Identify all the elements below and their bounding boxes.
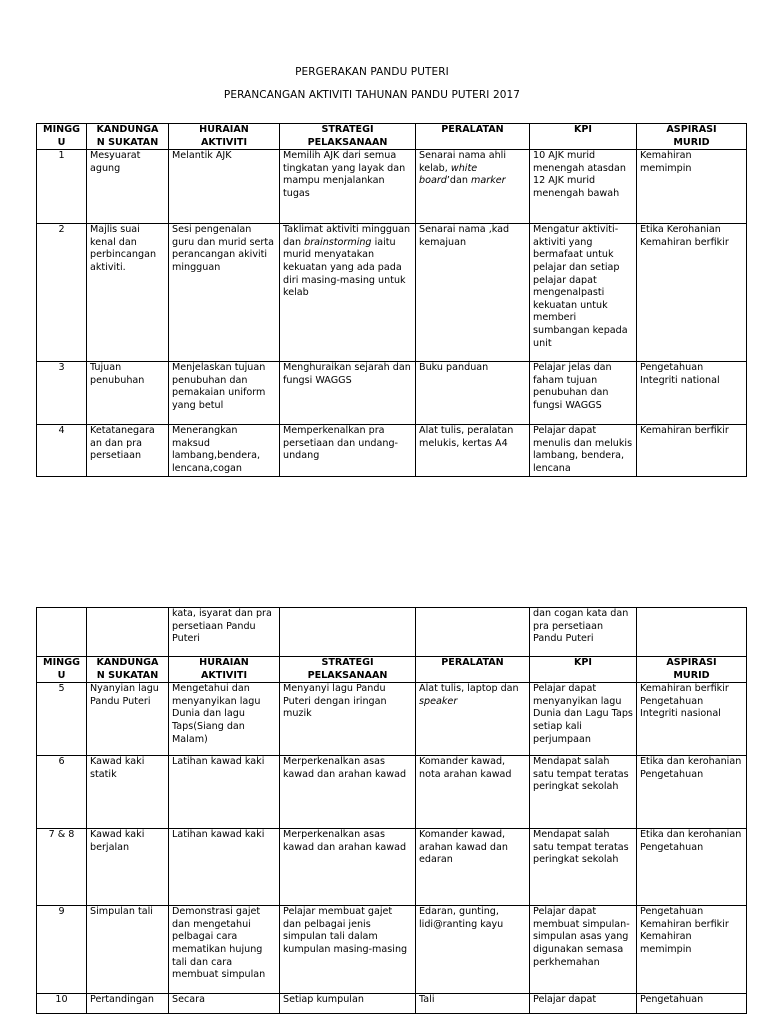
cell-strategi: Setiap kumpulan (280, 994, 416, 1014)
header-huraian: HURAIAN AKTIVITI (169, 124, 280, 150)
header-huraian: HURAIAN AKTIVITI (169, 657, 280, 683)
cell-peralatan: Senarai nama ahli kelab, white board’dan marker (416, 150, 530, 224)
cell-peralatan (416, 608, 530, 657)
cell-kandungan: Tujuan penubuhan (87, 362, 169, 425)
cell-kpi: Pelajar dapat (530, 994, 637, 1014)
cell-aspirasi: Etika dan kerohanian Pengetahuan (637, 756, 747, 829)
cell-huraian: Melantik AJK (169, 150, 280, 224)
table-row (37, 683, 747, 756)
cell-huraian: Latihan kawad kaki (169, 756, 280, 829)
cell-kandungan: Majlis suai kenal dan perbincangan aktiviti. (87, 224, 169, 362)
cell-minggu: 10 (37, 994, 87, 1014)
cell-strategi: Merperkenalkan asas kawad dan arahan kawad (280, 829, 416, 906)
cell-kandungan (87, 608, 169, 657)
table-row (37, 224, 747, 362)
cell-strategi (280, 608, 416, 657)
activity-table-1 (36, 123, 747, 477)
cell-huraian: Menjelaskan tujuan penubuhan dan pemakaian uniform yang betul (169, 362, 280, 425)
cell-kpi: Mengatur aktiviti-aktiviti yang bermafaat untuk pelajar dan setiap pelajar dapat mengenalpasti kekuatan untuk memberi sumbangan kepada unit (530, 224, 637, 362)
cell-kpi: 10 AJK murid menengah atasdan 12 AJK murid menengah bawah (530, 150, 637, 224)
cell-aspirasi (637, 608, 747, 657)
header-peralatan: PERALATAN (416, 124, 530, 150)
cell-minggu: 6 (37, 756, 87, 829)
cell-strategi: Memperkenalkan pra persetiaan dan undang-undang (280, 425, 416, 476)
cell-kpi: Pelajar dapat menulis dan melukis lambang, bendera, lencana (530, 425, 637, 476)
cell-aspirasi: Kemahiran berfikir Pengetahuan Integriti nasional (637, 683, 747, 756)
cell-kpi: Pelajar dapat membuat simpulan-simpulan asas yang digunakan semasa perkhemahan (530, 906, 637, 994)
cell-kandungan: Simpulan tali (87, 906, 169, 994)
header-minggu: MINGG U (37, 657, 87, 683)
table-header-row (37, 124, 747, 150)
header-minggu: MINGG U (37, 124, 87, 150)
cell-minggu: 9 (37, 906, 87, 994)
header-aspirasi: ASPIRASI MURID (637, 124, 747, 150)
table-row (37, 362, 747, 425)
cell-aspirasi: Etika Kerohanian Kemahiran berfikir (637, 224, 747, 362)
header-kandungan: KANDUNGA N SUKATAN (87, 124, 169, 150)
cell-kpi: dan cogan kata dan pra persetiaan Pandu Puteri (530, 608, 637, 657)
cell-huraian: Demonstrasi gajet dan mengetahui pelbagai cara mematikan hujung tali dan cara membuat simpulan (169, 906, 280, 994)
table-row (37, 756, 747, 829)
cell-minggu: 3 (37, 362, 87, 425)
table-row (37, 425, 747, 476)
cell-strategi: Memilih AJK dari semua tingkatan yang layak dan mampu menjalankan tugas (280, 150, 416, 224)
cell-strategi: Menyanyi lagu Pandu Puteri dengan iringan muzik (280, 683, 416, 756)
cell-strategi: Taklimat aktiviti mingguan dan brainstorming iaitu murid menyatakan kekuatan yang ada pada diri masing-masing untuk kelab (280, 224, 416, 362)
header-kpi: KPI (530, 124, 637, 150)
cell-minggu: 4 (37, 425, 87, 476)
cell-kandungan: Pertandingan (87, 994, 169, 1014)
cell-peralatan: Buku panduan (416, 362, 530, 425)
cell-aspirasi: Pengetahuan Kemahiran berfikir Kemahiran memimpin (637, 906, 747, 994)
cell-minggu: 2 (37, 224, 87, 362)
cell-peralatan: Edaran, gunting, lidi@ranting kayu (416, 906, 530, 994)
header-strategi: STRATEGI PELAKSANAAN (280, 124, 416, 150)
activity-table-2 (36, 607, 747, 1014)
table-row (37, 150, 747, 224)
table-row (37, 994, 747, 1014)
cell-kandungan: Nyanyian lagu Pandu Puteri (87, 683, 169, 756)
cell-peralatan: Senarai nama ,kad kemajuan (416, 224, 530, 362)
table-row-continued (37, 608, 747, 657)
cell-kandungan: Ketatanegara an dan pra persetiaan (87, 425, 169, 476)
cell-kpi: Pelajar jelas dan faham tujuan penubuhan dan fungsi WAGGS (530, 362, 637, 425)
cell-huraian: Secara (169, 994, 280, 1014)
cell-minggu (37, 608, 87, 657)
cell-aspirasi: Pengetahuan (637, 994, 747, 1014)
cell-minggu: 1 (37, 150, 87, 224)
cell-minggu: 5 (37, 683, 87, 756)
header-aspirasi: ASPIRASI MURID (637, 657, 747, 683)
cell-aspirasi: Etika dan kerohanian Pengetahuan (637, 829, 747, 906)
table-row (37, 906, 747, 994)
cell-huraian: Sesi pengenalan guru dan murid serta perancangan akiviti mingguan (169, 224, 280, 362)
cell-strategi: Pelajar membuat gajet dan pelbagai jenis simpulan tali dalam kumpulan masing-masing (280, 906, 416, 994)
cell-kandungan: Kawad kaki statik (87, 756, 169, 829)
cell-peralatan: Tali (416, 994, 530, 1014)
cell-huraian: Menerangkan maksud lambang,bendera, lencana,cogan (169, 425, 280, 476)
cell-huraian: kata, isyarat dan pra persetiaan Pandu Puteri (169, 608, 280, 657)
header-kandungan: KANDUNGA N SUKATAN (87, 657, 169, 683)
cell-huraian: Mengetahui dan menyanyikan lagu Dunia dan lagu Taps(Siang dan Malam) (169, 683, 280, 756)
cell-strategi: Menghuraikan sejarah dan fungsi WAGGS (280, 362, 416, 425)
cell-aspirasi: Pengetahuan Integriti national (637, 362, 747, 425)
header-strategi: STRATEGI PELAKSANAAN (280, 657, 416, 683)
header-peralatan: PERALATAN (416, 657, 530, 683)
cell-peralatan: Alat tulis, laptop dan speaker (416, 683, 530, 756)
cell-kandungan: Kawad kaki berjalan (87, 829, 169, 906)
cell-peralatan: Alat tulis, peralatan melukis, kertas A4 (416, 425, 530, 476)
cell-kpi: Pelajar dapat menyanyikan lagu Dunia dan Lagu Taps setiap kali perjumpaan (530, 683, 637, 756)
cell-aspirasi: Kemahiran berfikir (637, 425, 747, 476)
cell-strategi: Merperkenalkan asas kawad dan arahan kawad (280, 756, 416, 829)
table-row (37, 829, 747, 906)
cell-kandungan: Mesyuarat agung (87, 150, 169, 224)
table-header-row (37, 657, 747, 683)
cell-peralatan: Komander kawad, arahan kawad dan edaran (416, 829, 530, 906)
cell-aspirasi: Kemahiran memimpin (637, 150, 747, 224)
cell-huraian: Latihan kawad kaki (169, 829, 280, 906)
cell-kpi: Mendapat salah satu tempat teratas peringkat sekolah (530, 756, 637, 829)
cell-kpi: Mendapat salah satu tempat teratas peringkat sekolah (530, 829, 637, 906)
document-subtitle: PERANCANGAN AKTIVITI TAHUNAN PANDU PUTERI 2017 (223, 89, 521, 101)
header-kpi: KPI (530, 657, 637, 683)
cell-peralatan: Komander kawad, nota arahan kawad (416, 756, 530, 829)
document-title: PERGERAKAN PANDU PUTERI (295, 66, 449, 78)
cell-minggu: 7 & 8 (37, 829, 87, 906)
